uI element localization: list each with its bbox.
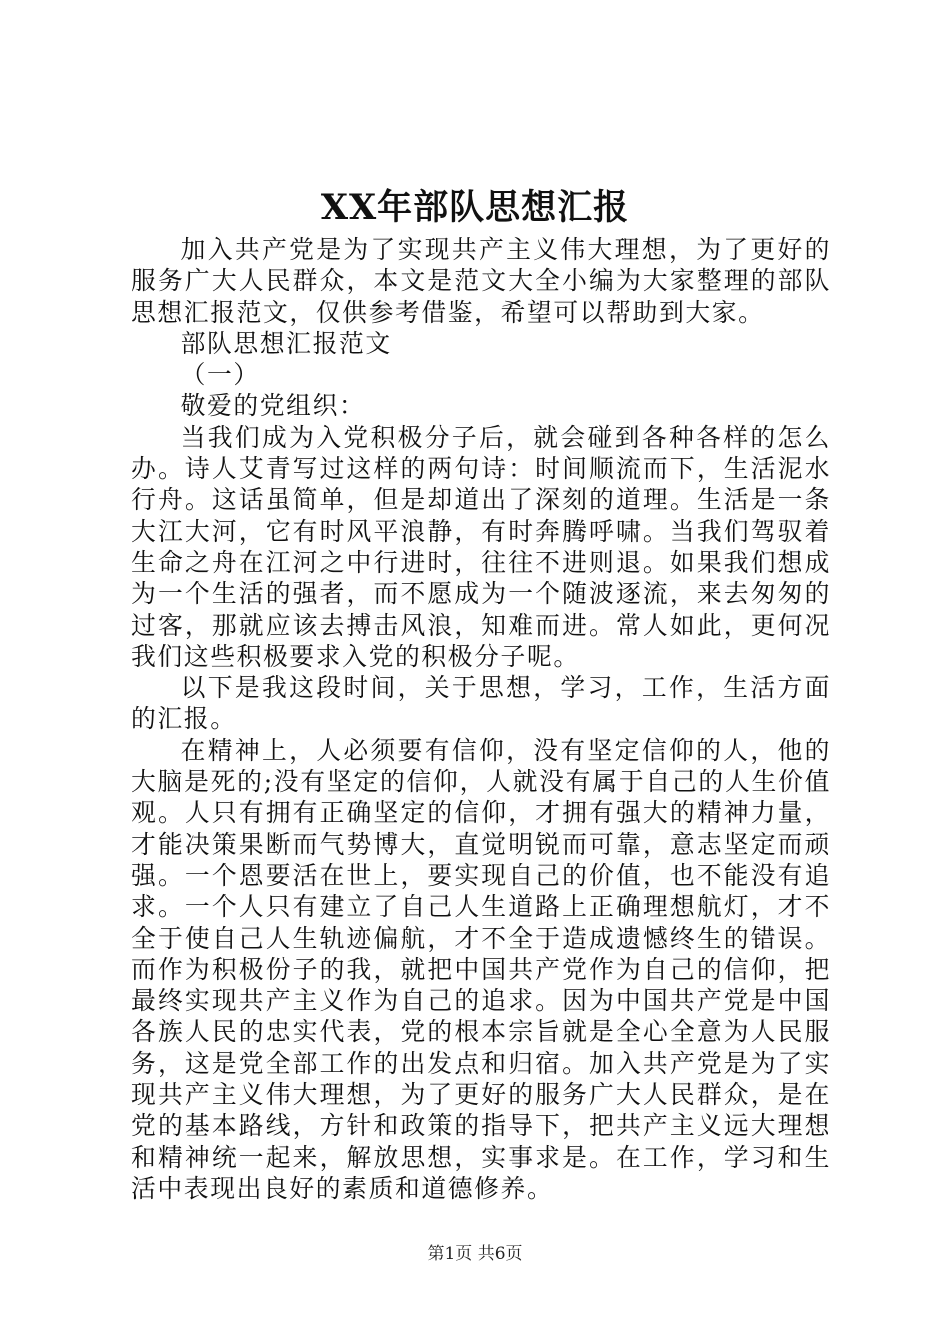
document-title: XX年部队思想汇报 <box>320 187 630 228</box>
document-body <box>131 234 831 1204</box>
section-heading: 部队思想汇报范文 <box>180 328 392 358</box>
body-paragraph: 以下是我这段时间，关于思想，学习，工作，生活方面的汇报。 <box>131 673 831 734</box>
body-paragraph: 在精神上，人必须要有信仰，没有坚定信仰的人，他的大脑是死的;没有坚定的信仰，人就没有属于自己的人生价值观。人只有拥有正确坚定的信仰，才拥有强大的精神力量，才能决策果断而气势博大，直觉明锐而可靠，意志坚定而顽强。一个恩要活在世上，要实现自己的价值，也不能没有追求。一个人只有建立了自己人生道路上正确理想航灯，才不全于使自己人生轨迹偏航，才不全于造成遗憾终生的错误。而作为积极份子的我，就把中国共产党作为自己的信仰，把最终实现共产主义作为自己的追求。因为中国共产党是中国各族人民的忠实代表，党的根本宗旨就是全心全意为人民服务，这是党全部工作的出发点和归宿。加入共产党是为了实现共产主义伟大理想，为了更好的服务广大人民群众，是在党的基本路线，方针和政策的指导下，把共产主义远大理想和精神统一起来，解放思想，实事求是。在工作，学习和生活中表现出良好的素质和道德修养。 <box>131 735 831 1203</box>
salutation: 敬爱的党组织： <box>180 391 366 421</box>
page-footer: 第1页 共6页 <box>427 1244 523 1264</box>
section-number: （一） <box>180 360 260 390</box>
intro-paragraph: 加入共产党是为了实现共产主义伟大理想，为了更好的服务广大人民群众，本文是范文大全小编为大家整理的部队思想汇报范文，仅供参考借鉴，希望可以帮助到大家。 <box>131 235 831 327</box>
body-paragraph: 当我们成为入党积极分子后，就会碰到各种各样的怎么办。诗人艾青写过这样的两句诗：时间顺流而下，生活泥水行舟。这话虽简单，但是却道出了深刻的道理。生活是一条大江大河，它有时风平浪静，有时奔腾呼啸。当我们驾驭着生命之舟在江河之中行进时，往往不进则退。如果我们想成为一个生活的强者，而不愿成为一个随波逐流，来去匆匆的过客，那就应该去搏击风浪，知难而进。常人如此，更何况我们这些积极要求入党的积极分子呢。 <box>131 422 831 671</box>
